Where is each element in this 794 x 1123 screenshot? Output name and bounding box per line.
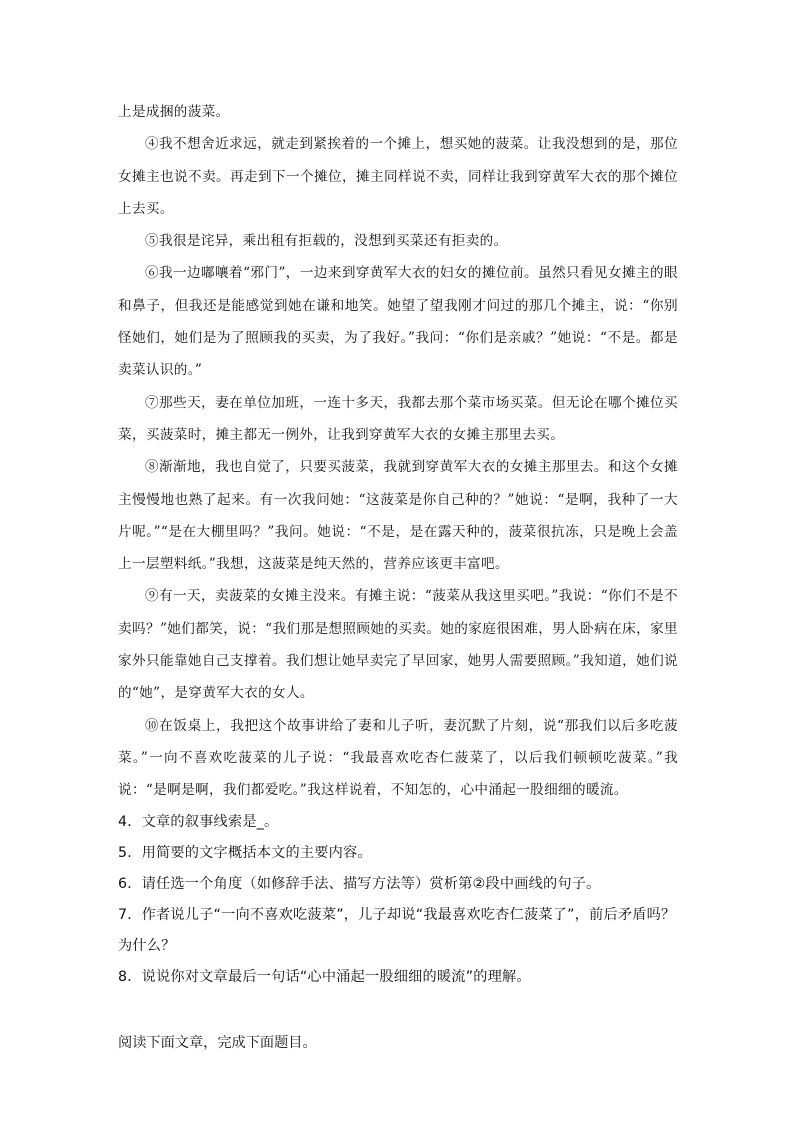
question-6: 6．请任选一个角度（如修辞手法、描写方法等）赏析第②段中画线的句子。 bbox=[118, 875, 601, 892]
passage-paragraph-10: ⑩在饭桌上，我把这个故事讲给了妻和儿子听，妻沉默了片刻，说“那我们以后多吃菠菜。”一向不喜欢吃菠菜的儿子说：“我最喜欢吃杏仁菠菜了，以后我们顿顿吃菠菜。”我说：“是啊是啊，我们都爱吃。”我这样说着，不知怎的，心中涌起一股细细的暖流。 bbox=[118, 717, 678, 799]
question-list bbox=[118, 807, 678, 993]
passage-paragraph-9: ⑨有一天，卖菠菜的女摊主没来。有摊主说：“菠菜从我这里买吧。”我说：“你们不是不卖吗？”她们都笑，说：“我们那是想照顾她的买卖。她的家庭很困难，男人卧病在床，家里家外只能靠她自己支撑着。我们想让她早卖完了早回家，她男人需要照顾。”我知道，她们说的“她”，是穿黄军大衣的女人。 bbox=[118, 588, 678, 702]
reading-passage bbox=[118, 96, 678, 807]
passage-paragraph-7: ⑦那些天，妻在单位加班，一连十多天，我都去那个菜市场买菜。但无论在哪个摊位买菜，买菠菜时，摊主都无一例外，让我到穿黄军大衣的女摊主那里去买。 bbox=[118, 394, 678, 443]
passage-paragraph-continuation: 上是成捆的菠菜。 bbox=[118, 104, 230, 120]
question-4: 4．文章的叙事线索是_。 bbox=[118, 813, 279, 830]
next-section-instruction: 阅读下面文章，完成下面题目。 bbox=[118, 1034, 317, 1051]
passage-paragraph-8: ⑧渐渐地，我也自觉了，只要买菠菜，我就到穿黄军大衣的女摊主那里去。和这个女摊主慢慢地也熟了起来。有一次我问她：“这菠菜是你自己种的？”她说：“是啊，我种了一大片呢。”“是在大棚里吗？”我问。她说：“不是，是在露天种的，菠菜很抗冻，只是晚上会盖上一层塑料纸。”我想，这菠菜是纯天然的，营养应该更丰富吧。 bbox=[118, 459, 678, 573]
question-5: 5．用简要的文字概括本文的主要内容。 bbox=[118, 844, 372, 861]
passage-paragraph-6: ⑥我一边嘟嚷着“邪门”，一边来到穿黄军大衣的妇女的摊位前。虽然只看见女摊主的眼和鼻子，但我还是能感觉到她在谦和地笑。她望了望我刚才问过的那几个摊主，说：“你别怪她们，她们是为了照顾我的买卖，为了我好。”我问：“你们是亲戚？”她说：“不是。都是卖菜认识的。” bbox=[118, 265, 678, 379]
document-page bbox=[118, 96, 678, 1059]
passage-paragraph-4: ④我不想舍近求远，就走到紧挨着的一个摊上，想买她的菠菜。让我没想到的是，那位女摊主也说不卖。再走到下一个摊位，摊主同样说不卖，同样让我到穿黄军大衣的那个摊位上去买。 bbox=[118, 136, 678, 217]
question-8: 8．说说你对文章最后一句话“心中涌起一股细细的暖流”的理解。 bbox=[118, 968, 531, 985]
question-7: 7．作者说儿子“一向不喜欢吃菠菜”，儿子却说“我最喜欢吃杏仁菠菜了”，前后矛盾吗？为什么？ bbox=[118, 906, 676, 954]
passage-paragraph-5: ⑤我很是诧异，乘出租有拒载的，没想到买菜还有拒卖的。 bbox=[145, 233, 508, 250]
